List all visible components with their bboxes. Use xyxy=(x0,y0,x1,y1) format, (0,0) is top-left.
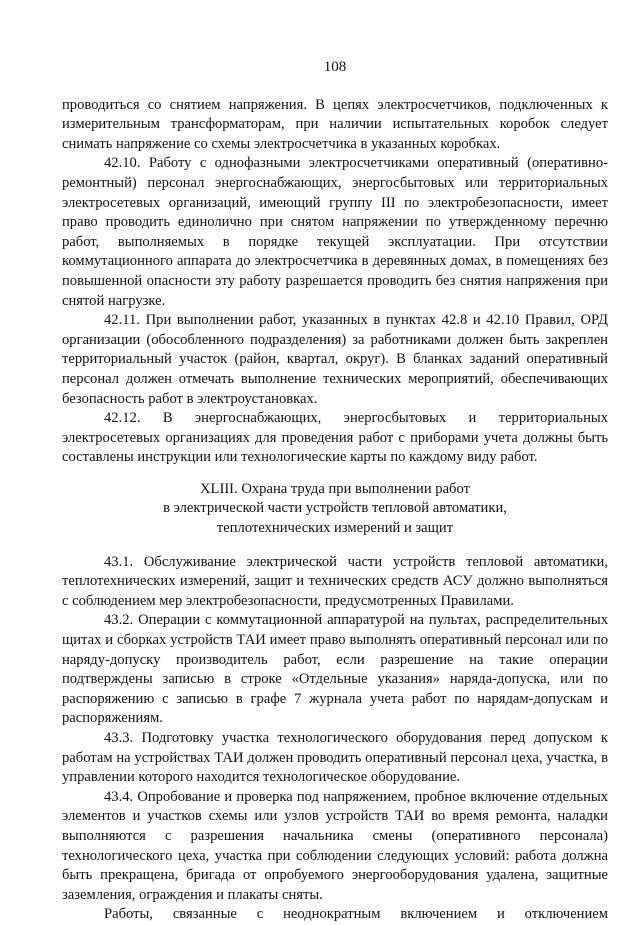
paragraph-42-12: 42.12. В энергоснабжающих, энергосбытовых и территориальных электросетевых организациях для проведения работ с приборами учета должны быть составлены инструкции или технологические карты по каждому виду работ. xyxy=(62,410,608,466)
paragraph-43-4: 43.4. Опробование и проверка под напряжением, пробное включение отдельных элементов и участков схемы или узлов устройств ТАИ во время ремонта, наладки выполняются с разрешения начальника смены (оперативного персонала) технологического цеха, участка при соблюдении следующих условий: работа должна быть прекращена, бригада от опробуемого энергооборудования удалена, защитные заземления, ограждения и плакаты сняты. xyxy=(62,788,608,903)
paragraph-trailing: Работы, связанные с неоднократным включением и отключением xyxy=(104,906,608,923)
section-heading xyxy=(62,480,608,539)
paragraph-42-10: 42.10. Работу с однофазными электросчетчиками оперативный (оперативно-ремонтный) персонал энергоснабжающих, энергосбытовых или территориальных электросетевых организаций, имеющий группу III по электробезопасности, имеет право проводить единолично при снятом напряжении по утвержденному перечню работ, выполняемых в порядке текущей эксплуатации. При отсутствии коммутационного аппарата до электросчетчика в деревянных домах, в помещениях без повышенной опасности эту работу разрешается проводить без снятия напряжения при снятой нагрузке. xyxy=(62,155,608,309)
paragraph-continuation: проводиться со снятием напряжения. В цепях электросчетчиков, подключенных к измерительным трансформаторам, при наличии испытательных коробок следует снимать напряжение со схемы электросчетчика в указанных коробках. xyxy=(62,96,608,152)
section-heading-line-2: в электрической части устройств тепловой автоматики, xyxy=(163,500,507,517)
paragraph-43-1: 43.1. Обслуживание электрической части устройств тепловой автоматики, теплотехнических измерений, защит и технических средств АСУ должно выполняться с соблюдением мер электробезопасности, предусмотренных Правилами. xyxy=(62,553,608,609)
page-number: 108 xyxy=(323,59,347,75)
paragraph-42-11: 42.11. При выполнении работ, указанных в пунктах 42.8 и 42.10 Правил, ОРД организации (обособленного подразделения) за работниками должен быть закреплен территориальный участок (район, квартал, округ). В бланках заданий оперативный персонал должен отмечать выполнение технических мероприятий, обеспечивающих безопасность работ в электроустановках. xyxy=(62,312,608,407)
document-page xyxy=(62,58,608,925)
paragraph-43-3: 43.3. Подготовку участка технологического оборудования перед допуском к работам на устройствах ТАИ должен проводить оперативный персонал цеха, участка, в управлении которого находится технологическое оборудование. xyxy=(62,730,608,786)
section-heading-line-3: теплотехнических измерений и защит xyxy=(216,520,454,537)
paragraph-43-2: 43.2. Операции с коммутационной аппаратурой на пультах, распределительных щитах и сборках устройств ТАИ имеет право выполнять оперативный персонал или по наряду-допуску производитель работ, если разрешение на такие операции подтверждены записью в строке «Отдельные указания» наряда-допуска, или по распоряжению с записью в графе 7 журнала учета работ по нарядам-допускам и распоряжениям. xyxy=(62,612,608,727)
section-heading-line-1: XLIII. Охрана труда при выполнении работ xyxy=(200,480,470,497)
